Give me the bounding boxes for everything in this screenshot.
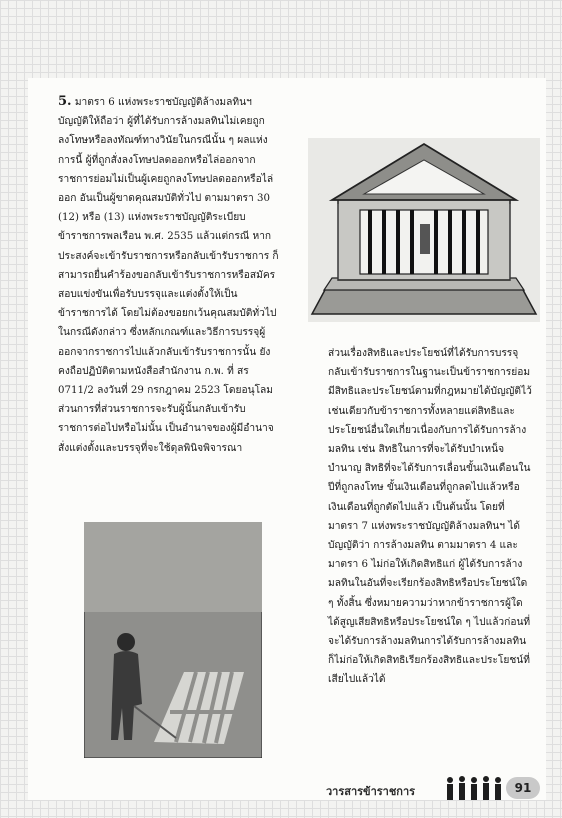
left-column	[58, 92, 280, 458]
footer	[326, 775, 541, 801]
people-silhouettes-icon	[444, 775, 506, 801]
page-number: 91	[506, 777, 540, 799]
journal-title: วารสารข้าราชการ	[326, 785, 416, 798]
man-with-barred-shadow-illustration	[84, 522, 262, 758]
left-paragraph-text: มาตรา 6 แห่งพระราชบัญญัติล้างมลทินฯ บัญญัติให้ถือว่า ผู้ที่ได้รับการล้างมลทินไม่เคยถูกลงโทษหรือลงทัณฑ์ทางวินัยในกรณีนั้น ๆ ผลแห่งการนี้ ผู้ที่ถูกสั่งลงโทษปลดออกหรือไล่ออกจากราชการย่อมไม่เป็นผู้เคยถูกลงโทษปลดออกหรือไล่ออก อันเป็นผู้ขาดคุณสมบัติทั่วไป ตามมาตรา 30 (12) หรือ (13) แห่งพระราชบัญญัติระเบียบข้าราชการพลเรือน พ.ศ. 2535 แล้วแต่กรณี หากประสงค์จะเข้ารับราชการหรือกลับเข้ารับราชการ ก็สามารถยื่นคำร้องขอกลับเข้ารับราชการหรือสมัครสอบแข่งขันเพื่อรับบรรจุและแต่งตั้งให้เป็นข้าราชการได้ โดยไม่ต้องขอยกเว้นคุณสมบัติทั่วไปในกรณีดังกล่าว ซึ่งหลักเกณฑ์และวิธีการบรรจุผู้ออกจากราชการไปแล้วกลับเข้ารับราชการนั้น ยังคงถือปฏิบัติตามหนังสือสำนักงาน ก.พ. ที่ สร 0711/2 ลงวันที่ 29 กรกฎาคม 2523 โดยอนุโลม ส่วนการที่ส่วนราชการจะรับผู้นั้นกลับเข้ารับราชการต่อไปหรือไม่นั้น เป็นอำนาจของผู้มีอำนาจสั่งแต่งตั้งและบรรจุที่จะใช้ดุลพินิจพิจารณา	[58, 97, 279, 454]
prison-building-illustration	[308, 138, 540, 322]
right-paragraph: ส่วนเรื่องสิทธิและประโยชน์ที่ได้รับการบรรจุกลับเข้ารับราชการในฐานะเป็นข้าราชการย่อมมีสิทธิและประโยชน์ตามที่กฎหมายได้บัญญัติไว้เช่นเดียวกับข้าราชการทั้งหลายแต่สิทธิและประโยชน์อื่นใดเกี่ยวเนื่องกับการได้รับการล้างมลทิน เช่น สิทธิในการที่จะได้รับบำเหน็จบำนาญ สิทธิที่จะได้รับการเลื่อนขั้นเงินเดือนในปีที่ถูกลงโทษ ขั้นเงินเดือนที่ถูกลดไปแล้วหรือเงินเดือนที่ถูกตัดไปแล้ว เป็นต้นนั้น โดยที่มาตรา 7 แห่งพระราชบัญญัติล้างมลทินฯ ได้บัญญัติว่า การล้างมลทิน ตามมาตรา 4 และมาตรา 6 ไม่ก่อให้เกิดสิทธิแก่ ผู้ได้รับการล้างมลทินในอันที่จะเรียกร้องสิทธิหรือประโยชน์ใด ๆ ทั้งสิ้น ซึ่งหมายความว่าหากข้าราชการผู้ใดได้สูญเสียสิทธิหรือประโยชน์ใด ๆ ไปแล้วก่อนที่จะได้รับการล้างมลทินการได้รับการล้างมลทินก็ไม่ก่อให้เกิดสิทธิเรียกร้องสิทธิและประโยชน์ที่เสียไปแล้วได้	[328, 348, 532, 686]
left-paragraph	[58, 92, 280, 458]
section-number: 5.	[58, 94, 72, 109]
right-column	[310, 344, 532, 690]
